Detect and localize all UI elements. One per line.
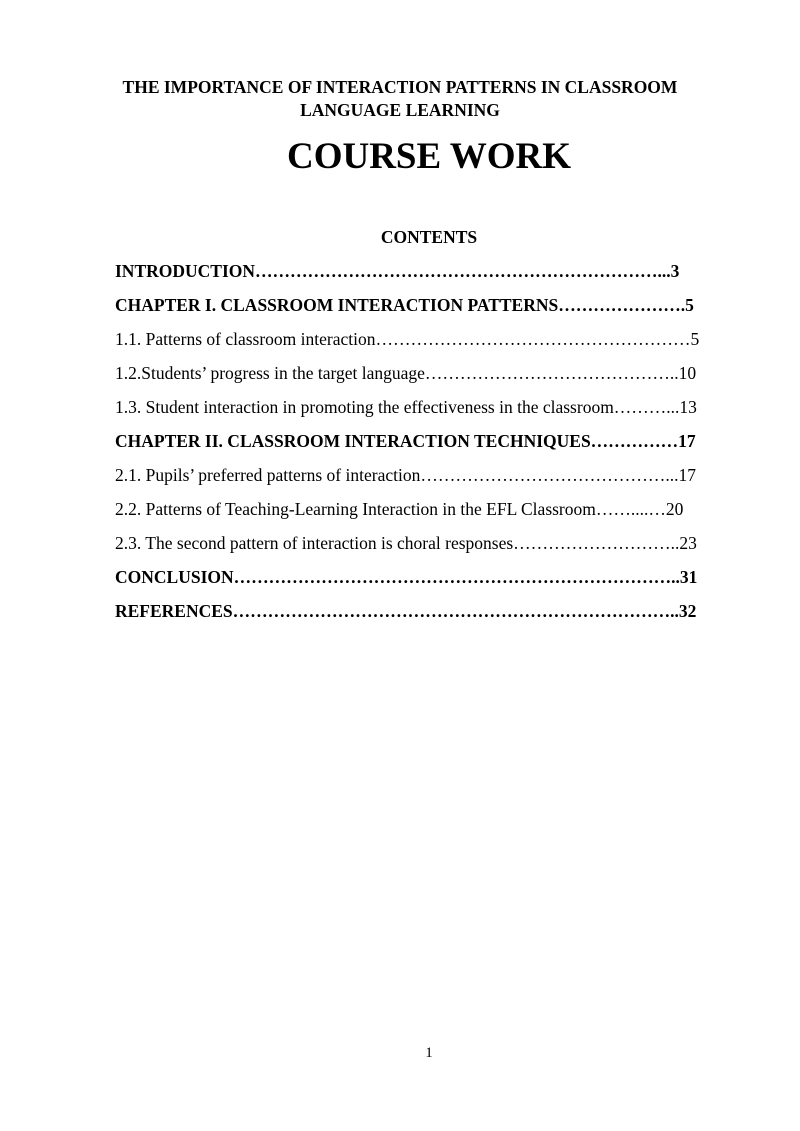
toc-entry-chapter-2: CHAPTER II. CLASSROOM INTERACTION TECHNIQUES……………17 <box>115 431 696 451</box>
course-work-title: COURSE WORK <box>286 136 572 177</box>
toc-entry-2-3: 2.3. The second pattern of interaction is choral responses………………………..23 <box>115 533 697 553</box>
toc-entry-1-1: 1.1. Patterns of classroom interaction………………………………………………5 <box>115 329 700 349</box>
toc-entry-references: REFERENCES…………………………………………………………………..32 <box>115 601 697 621</box>
page-number: 1 <box>425 1045 433 1061</box>
document-title-line-1: THE IMPORTANCE OF INTERACTION PATTERNS IN CLASSROOM <box>122 77 678 97</box>
toc-entry-2-1: 2.1. Pupils’ preferred patterns of interaction……………………………………...17 <box>115 465 696 485</box>
contents-heading: CONTENTS <box>380 227 478 247</box>
toc-entry-chapter-1: CHAPTER I. CLASSROOM INTERACTION PATTERNS………………….5 <box>115 295 694 315</box>
toc-entry-2-2: 2.2. Patterns of Teaching-Learning Interaction in the EFL Classroom……....…20 <box>115 499 684 519</box>
toc-entry-conclusion: CONCLUSION…………………………………………………………………..31 <box>115 567 698 587</box>
toc-entry-1-2: 1.2.Students’ progress in the target language……………………………………..10 <box>115 363 697 383</box>
toc-entry-introduction: INTRODUCTION……………………………………………………………...3 <box>115 261 680 281</box>
toc-entry-1-3: 1.3. Student interaction in promoting the effectiveness in the classroom………...13 <box>115 397 697 417</box>
document-title-line-2: LANGUAGE LEARNING <box>300 100 500 120</box>
